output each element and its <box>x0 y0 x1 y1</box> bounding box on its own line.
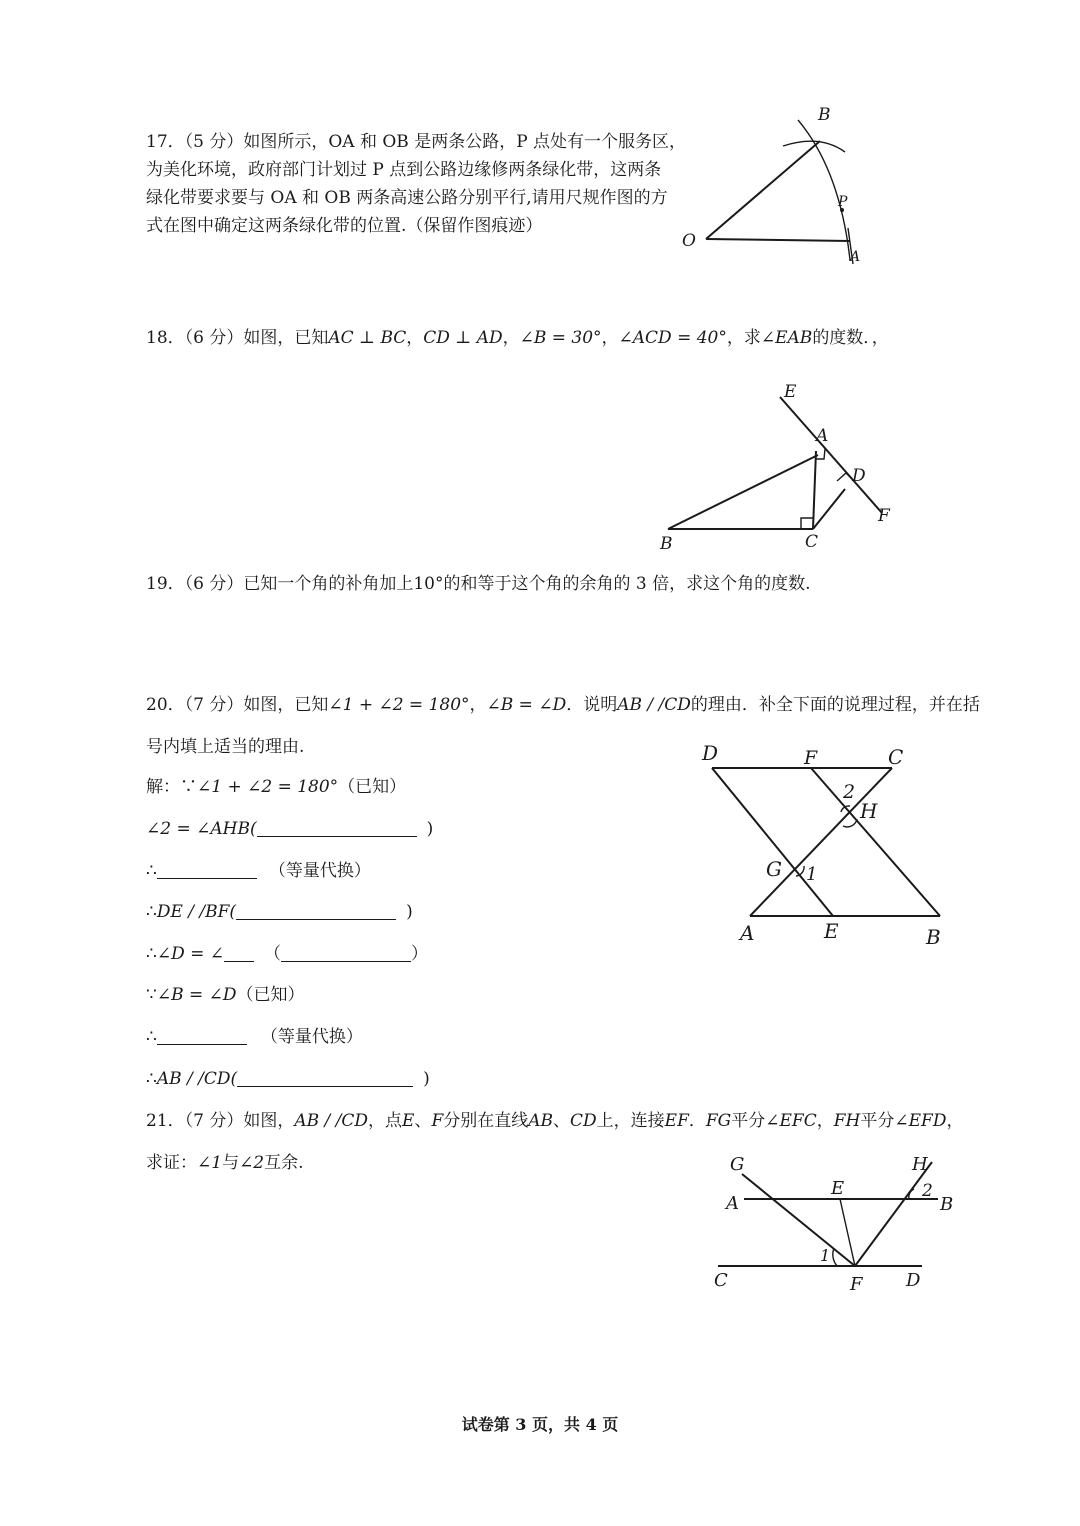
q20-step-6 <box>146 981 305 1009</box>
ray-ob <box>706 141 820 239</box>
ray-oa <box>706 239 850 241</box>
label-1: 1 <box>806 864 818 885</box>
q21-m8: ， <box>816 1111 834 1131</box>
q21-m3: 分别在直线 <box>443 1111 529 1131</box>
step2-expr: ∠2 = ∠AHB( <box>146 819 257 839</box>
label-e: E <box>824 919 839 943</box>
label-c: C <box>714 1270 728 1291</box>
q18-cond-4: ∠ACD = 40° <box>618 328 727 348</box>
q18-cond-1: AC ⊥ BC <box>328 328 407 348</box>
label-a: A <box>850 249 861 265</box>
step4-close: ) <box>406 902 413 922</box>
ray-fh <box>855 1162 932 1266</box>
segment-fb <box>811 768 940 916</box>
q21-m2: 、 <box>414 1111 432 1131</box>
label-c: C <box>888 745 904 769</box>
step1-reason: （已知） <box>338 777 407 797</box>
q21-c1: AB / /CD <box>294 1111 369 1131</box>
q21-line-2 <box>146 1149 304 1177</box>
q21-m7: 平分 <box>731 1111 766 1131</box>
q21-c10: ∠EFD <box>894 1111 947 1131</box>
step3-therefore: ∴ <box>146 861 157 881</box>
q17-line-3: 绿化带要求要与 OA 和 OB 两条高速公路分别平行,请用尺规作图的方 <box>146 188 668 208</box>
q21-m4: 、 <box>553 1111 571 1131</box>
q21-m9: 平分 <box>860 1111 895 1131</box>
label-2: 2 <box>843 781 856 803</box>
step3-blank[interactable] <box>157 860 257 879</box>
step5-expr: ∠D = ∠ <box>156 944 224 964</box>
angle-2-arc <box>909 1189 914 1199</box>
q18-sep-3: ， <box>601 328 619 348</box>
segment-ba <box>668 455 818 529</box>
label-1: 1 <box>820 1246 831 1265</box>
q20-step-3 <box>146 857 371 885</box>
q20-suffix: 的理由．补全下面的说理过程，并在括 <box>690 695 980 715</box>
q21-and: 与 <box>222 1153 240 1173</box>
label-b: B <box>818 105 831 125</box>
q18-cond-3: ∠B = 30° <box>519 328 602 348</box>
q18-sep-1: ， <box>406 328 424 348</box>
q18-prefix: 18．（6 分）如图，已知 <box>146 328 329 348</box>
label-2: 2 <box>922 1181 933 1201</box>
step8-close: ) <box>423 1069 430 1089</box>
q18-figure <box>650 375 900 555</box>
q21-figure <box>700 1150 960 1295</box>
q20-step-5 <box>146 940 428 968</box>
q21-prove: 求证： <box>146 1153 197 1173</box>
q20-figure <box>700 740 960 955</box>
q21-m5: 上，连接 <box>596 1111 665 1131</box>
label-d: D <box>906 1270 921 1291</box>
step5-angle-blank[interactable] <box>224 943 254 962</box>
label-o: O <box>682 231 696 251</box>
q21-c5: CD <box>570 1111 597 1131</box>
q20-line-1 <box>146 691 980 719</box>
q20-prefix: 20．（7 分）如图，已知 <box>146 695 329 715</box>
step6-expr: ∠B = ∠D <box>156 985 237 1005</box>
step5-blank[interactable] <box>281 943 411 962</box>
q20-step-1 <box>146 773 406 801</box>
q21-line-1 <box>146 1107 963 1135</box>
q18-text <box>146 324 889 352</box>
q21-c8: ∠EFC <box>765 1111 817 1131</box>
q18-ask: ，求 <box>726 328 761 348</box>
segment-cd <box>813 489 845 529</box>
label-c: C <box>805 532 819 552</box>
q20-sep: ， <box>469 695 487 715</box>
q20-cond-2: ∠B = ∠D <box>486 695 567 715</box>
step5-open: （ <box>264 944 281 964</box>
step8-blank[interactable] <box>237 1068 413 1087</box>
step1-expr: ∠1 + ∠2 = 180° <box>197 777 339 797</box>
q21-c3: F <box>431 1111 444 1131</box>
label-f: F <box>878 506 890 526</box>
q20-step-7 <box>146 1023 363 1051</box>
q18-cond-2: CD ⊥ AD <box>423 328 503 348</box>
q18-suffix: 的度数．， <box>812 328 889 348</box>
label-g: G <box>730 1154 745 1175</box>
label-a: A <box>816 426 829 446</box>
step3-reason: （等量代换） <box>268 861 371 881</box>
q17-figure <box>670 100 880 275</box>
q20-mid: ．说明 <box>566 695 618 715</box>
step5-therefore: ∴ <box>146 944 157 964</box>
step2-blank[interactable] <box>257 818 417 837</box>
step4-expr: DE / /BF( <box>156 902 237 922</box>
q17-line-2: 为美化环境，政府部门计划过 P 点到公路边缘修两条绿化带，这两条 <box>146 160 662 180</box>
right-angle-c <box>801 518 813 529</box>
q20-step-2 <box>146 815 433 843</box>
step7-blank[interactable] <box>157 1026 247 1045</box>
step2-close: ) <box>426 819 434 839</box>
label-f: F <box>850 1274 863 1295</box>
q19-text: 19．（6 分）已知一个角的补角加上10°的和等于这个角的余角的 3 倍，求这个角的度数. <box>146 574 811 594</box>
q17-line-4: 式在图中确定这两条绿化带的位置.（保留作图痕迹） <box>146 216 543 236</box>
q21-c7: FG <box>705 1111 732 1131</box>
step5-close: ） <box>411 944 428 964</box>
step6-reason: （已知） <box>236 985 305 1005</box>
line-ef <box>780 397 882 513</box>
q21-complementary: 互余. <box>264 1153 304 1173</box>
label-b: B <box>926 925 941 949</box>
step4-blank[interactable] <box>236 901 396 920</box>
angle-ahb-arc <box>843 819 857 827</box>
step8-therefore: ∴ <box>146 1069 157 1089</box>
step4-therefore: ∴ <box>146 902 157 922</box>
q21-c2: E <box>402 1111 415 1131</box>
label-g: G <box>766 857 782 881</box>
q17-line-1: 17．（5 分）如图所示，OA 和 OB 是两条公路，P 点处有一个服务区， <box>146 132 687 152</box>
label-h: H <box>860 799 878 823</box>
label-h: H <box>912 1154 928 1175</box>
q21-c6: EF <box>664 1111 689 1131</box>
q21-m6: ． <box>688 1111 706 1131</box>
q21-angle-1: ∠1 <box>197 1153 223 1173</box>
step1-because: 解：∵ <box>146 777 197 797</box>
label-f: F <box>804 747 818 769</box>
label-d: D <box>852 466 866 486</box>
label-p: P <box>838 194 848 210</box>
step7-therefore: ∴ <box>146 1027 157 1047</box>
page-footer: 试卷第 3 页，共 4 页 <box>461 1415 619 1434</box>
step6-because: ∵ <box>146 985 157 1005</box>
q20-line-2: 号内填上适当的理由. <box>146 737 305 757</box>
q18-target: ∠EAB <box>760 328 813 348</box>
q20-cond-1: ∠1 + ∠2 = 180° <box>328 695 470 715</box>
label-a: A <box>726 1193 739 1214</box>
q20-step-4 <box>146 898 413 926</box>
q20-step-8 <box>146 1065 430 1093</box>
label-e: E <box>831 1178 845 1199</box>
q21-c9: FH <box>833 1111 861 1131</box>
q21-m1: ，点 <box>368 1111 403 1131</box>
q21-c4: AB <box>528 1111 554 1131</box>
step7-reason: （等量代换） <box>260 1027 363 1047</box>
q21-prefix: 21．（7 分）如图， <box>146 1111 295 1131</box>
label-e: E <box>784 382 797 402</box>
q20-cond-3: AB / /CD <box>617 695 691 715</box>
q21-suffix: ， <box>946 1111 964 1131</box>
segment-ca <box>813 451 816 529</box>
step8-expr: AB / /CD( <box>156 1069 238 1089</box>
label-d: D <box>702 741 719 765</box>
label-a: A <box>740 921 755 945</box>
q21-angle-2: ∠2 <box>239 1153 265 1173</box>
q18-sep-2: ， <box>502 328 520 348</box>
label-b: B <box>940 1194 954 1215</box>
label-b: B <box>660 534 673 554</box>
